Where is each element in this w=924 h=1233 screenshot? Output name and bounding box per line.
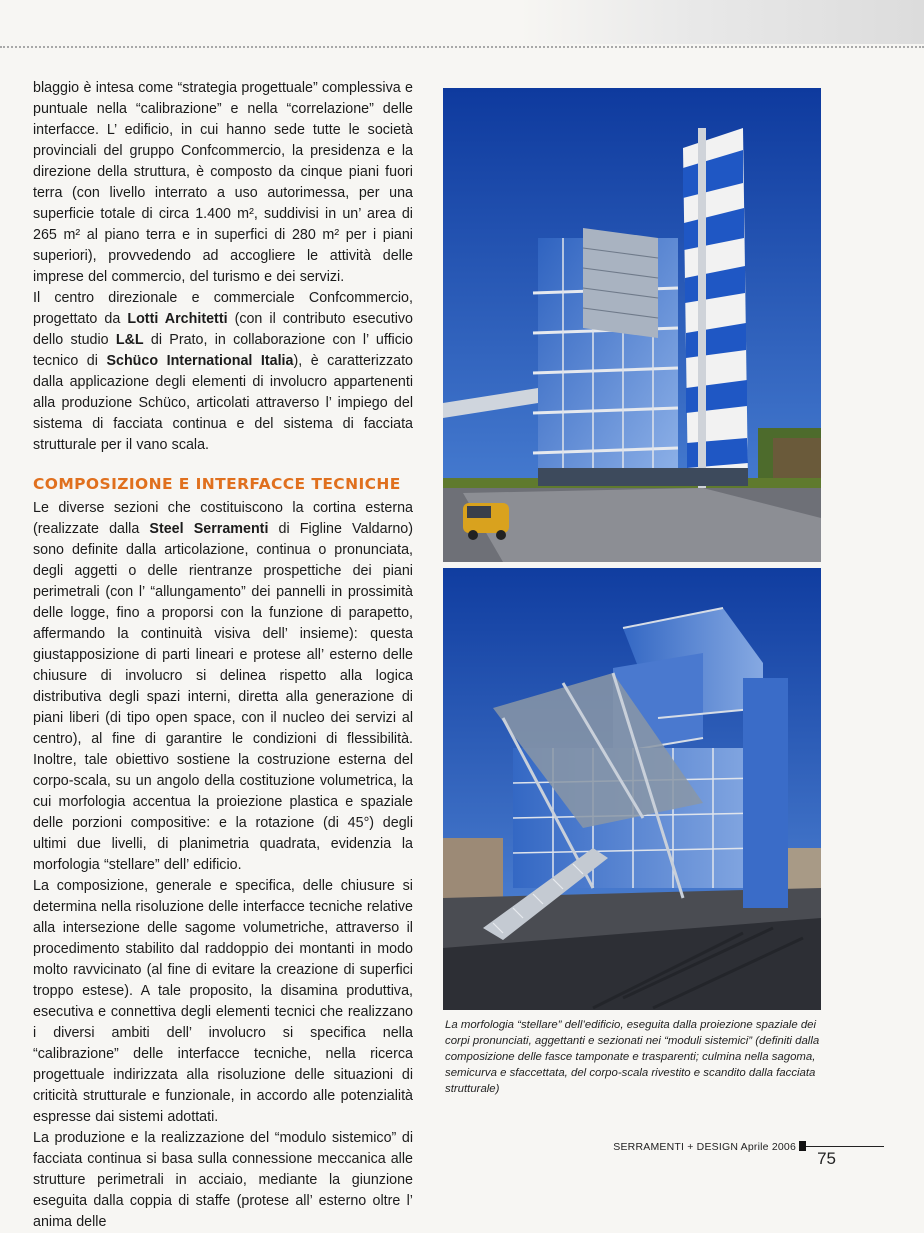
bold-name: L&L: [115, 332, 144, 348]
building-photo-bottom: [443, 568, 821, 1010]
text-run: Le diverse sezioni che costituiscono la cortina esterna (realizzate dalla: [33, 500, 413, 537]
text-run: di Figline Valdarno) sono definite dalla articolazione, continua o pronunciata, degli aggetti o delle rientranze prospettiche dei piani perimetrali (con l’ “allungamento” dei pannelli in prossimità delle logge, fino a proporsi con la funzione di parapetto, affermando la continuità visiva dell’ insieme): questa giustapposizione di parti lineari e protese all’ esterno delle chiusure di involucro si delinea rispetto alla logica distributiva degli spazi interni, diretta alla generazione di piani liberi (di tipo open space, con il nucleo dei servizi al centro), al fine di garantire le condizioni di flessibilità. Inoltre, tale obiettivo sostiene la costruzione esterna del corpo-scala, su un angolo della costituzione volumetrica, la cui morfologia accentua la proiezione plastica e spaziale delle porzioni compositive: e la rotazione (di 45°) degli ultimi due livelli, di planimetria quadrata, evidenzia la morfologia “stellare” dell’ edificio.: [33, 521, 413, 873]
text-run: di Prato, in collaborazione con l’ ufficio tecnico di: [33, 332, 414, 369]
building-photo-bottom-graphic: [443, 568, 821, 1010]
photo-caption: La morfologia “stellare” dell’edificio, eseguita dalla proiezione spaziale dei corpi pronunciati, aggettanti e sezionati nei “moduli sistemici” (definiti dalla composizione delle fasce tamponate e trasparenti; culmina nella sagoma, semicurva e sfaccettata, del corpo-scala rivestito e scandito dalla facciata strutturale): [445, 1019, 820, 1095]
text-run: Il centro direzionale e commerciale Confcommercio, progettato da: [33, 290, 413, 327]
footer-square-mark: [799, 1141, 806, 1151]
header-dotted-rule: [0, 46, 924, 48]
page-footer: [613, 1138, 884, 1178]
body-paragraph: [33, 78, 413, 288]
body-paragraph: [33, 876, 413, 1128]
intro-paragraphs: [33, 78, 413, 456]
bold-name: Lotti Architetti: [127, 311, 228, 327]
page-number: 75: [817, 1149, 836, 1168]
text-column: [33, 78, 413, 1233]
text-run: (con il contributo esecutivo dello studio: [33, 311, 413, 348]
text-run: La produzione e la realizzazione del “modulo sistemico” di facciata continua si basa sulla connessione meccanica alle strutture perimetrali in acciaio, mediante la giunzione eseguita dalla coppia di staffe (protese all’ esterno oltre l’ anima delle: [33, 1130, 413, 1230]
header-shade: [520, 0, 924, 44]
bold-name: Steel Serramenti: [149, 521, 269, 537]
section-paragraphs: [33, 498, 413, 1233]
bold-name: Schüco International Italia: [106, 353, 294, 369]
text-run: La composizione, generale e specifica, delle chiusure si determina nella risoluzione delle interfacce tecniche relative alla intersezione delle sagome volumetriche, attraverso il procedimento stabilito dal raddoppio dei montanti in modo molto ravvicinato (al fine di evitare la creazione di superfici troppo estese). A tale proposito, la disamina produttiva, esecutiva e connettiva degli elementi tecnici che realizzano i diversi ambiti dell’ involucro si specifica nella “calibrazione” delle interfacce tecniche, nella ricerca progettuale indirizzata alla risoluzione delle situazioni di criticità strutturale e funzionale, in accordo alle potenzialità espresse dai sistemi adottati.: [33, 878, 413, 1125]
magazine-name: SERRAMENTI + DESIGN Aprile 2006: [613, 1141, 796, 1153]
body-paragraph: [33, 288, 413, 456]
text-run: ), è caratterizzato dalla applicazione degli elementi di involucro appartenenti alla produzione Schüco, articolati attraverso l’ impiego del sistema di facciata continua e del sistema di facciata strutturale per il vano scala.: [33, 353, 413, 453]
section-heading: COMPOSIZIONE E INTERFACCE TECNICHE: [33, 475, 401, 493]
body-paragraph: [33, 1128, 413, 1233]
footer-rule: [806, 1146, 884, 1147]
body-paragraph: [33, 498, 413, 876]
building-photo-top: [443, 88, 821, 562]
building-photo-top-graphic: [443, 88, 821, 562]
text-run: blaggio è intesa come “strategia progettuale” complessiva e puntuale nella “calibrazione” e nella “correlazione” delle interfacce. L’ edificio, in cui hanno sede tutte le società provinciali del gruppo Confcommercio, la presidenza e la direzione della struttura, è composto da cinque piani fuori terra (con livello interrato a uso autorimessa, per una superficie totale di circa 1.400 m², suddivisi in un’ area di 265 m² al piano terra e in superfici di 280 m² per i piani superiori), provvedendo ad accogliere le attività delle imprese del commercio, del turismo e dei servizi.: [33, 80, 413, 285]
